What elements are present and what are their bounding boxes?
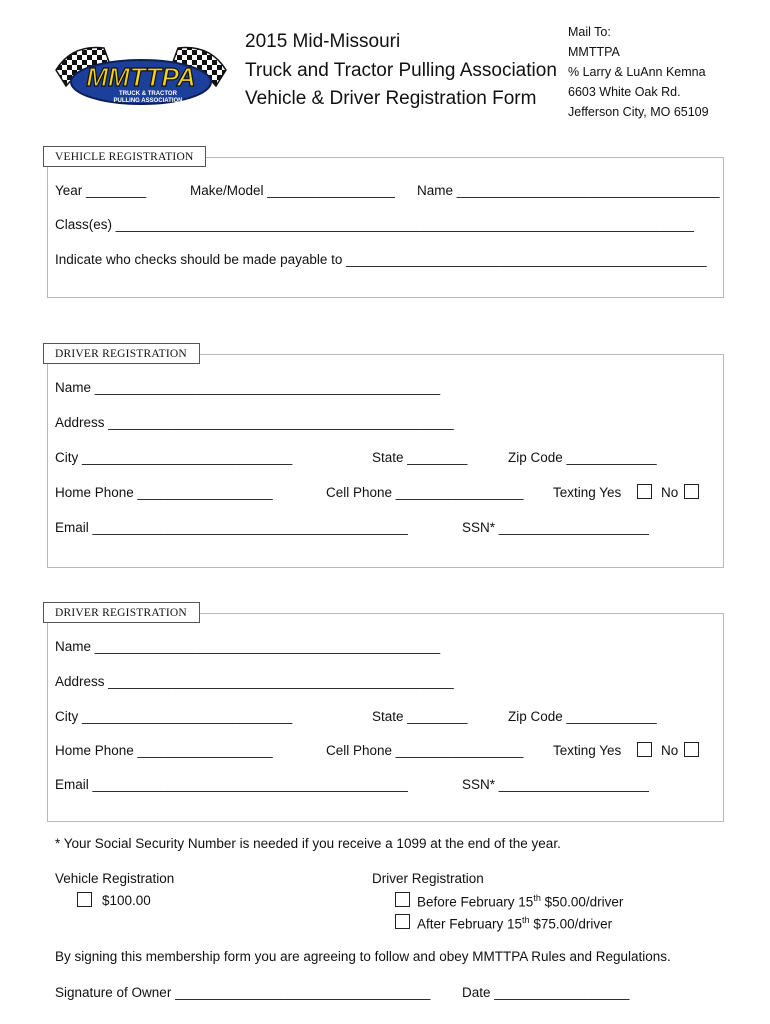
driver2-name-field[interactable]: Name ______________________________________________ [55,639,441,654]
before-feb-checkbox[interactable] [395,892,410,907]
driver1-texting-yes-label: Texting Yes [553,485,622,500]
driver-registration-fee-label: Driver Registration [372,871,484,886]
driver1-zip-field[interactable]: Zip Code ____________ [508,450,657,465]
vehicle-registration-fee-label: Vehicle Registration [55,871,175,886]
driver2-texting-no-checkbox[interactable] [684,742,699,757]
vehicle-fee-checkbox[interactable] [77,892,92,907]
vehicle-classes-field[interactable]: Class(es) _____________________________________________________________________________ [55,217,694,232]
driver1-state-field[interactable]: State ________ [372,450,468,465]
mail-to-block [568,22,709,122]
mmttpa-logo [52,40,230,112]
after-feb-fee: After February 15th $75.00/driver [417,915,613,932]
driver-registration-tab-1: DRIVER REGISTRATION [43,343,200,364]
mail-to-line-2: % Larry & LuAnn Kemna [568,65,706,79]
driver2-city-field[interactable]: City ____________________________ [55,709,293,724]
driver2-zip-field[interactable]: Zip Code ____________ [508,709,657,724]
driver1-cell-phone-field[interactable]: Cell Phone _________________ [326,485,524,500]
logo-subtext-1: TRUCK & TRACTOR [119,91,177,97]
vehicle-fee-amount: $100.00 [102,893,151,908]
driver1-email-field[interactable]: Email __________________________________________ [55,520,408,535]
driver1-home-phone-field[interactable]: Home Phone __________________ [55,485,273,500]
driver1-address-field[interactable]: Address ______________________________________________ [55,415,454,430]
title-line-2: Truck and Tractor Pulling Association [245,60,557,81]
driver1-texting-no-checkbox[interactable] [684,484,699,499]
driver2-home-phone-field[interactable]: Home Phone __________________ [55,743,273,758]
before-feb-fee: Before February 15th $50.00/driver [417,893,624,910]
driver1-texting-no-label: No [661,485,679,500]
driver1-texting-yes-checkbox[interactable] [637,484,652,499]
mail-to-label: Mail To: [568,25,611,39]
title-line-3: Vehicle & Driver Registration Form [245,88,537,109]
driver2-texting-yes-label: Texting Yes [553,743,622,758]
mail-to-line-1: MMTTPA [568,45,620,59]
driver2-texting-no-label: No [661,743,679,758]
driver1-city-field[interactable]: City ____________________________ [55,450,293,465]
driver-registration-tab-2: DRIVER REGISTRATION [43,602,200,623]
driver2-cell-phone-field[interactable]: Cell Phone _________________ [326,743,524,758]
logo-subtext-2: PULLING ASSOCIATION [113,98,183,104]
driver2-ssn-field[interactable]: SSN* ____________________ [462,777,649,792]
mail-to-line-4: Jefferson City, MO 65109 [568,105,709,119]
title-line-1: 2015 Mid-Missouri [245,31,401,52]
driver2-texting-yes-checkbox[interactable] [637,742,652,757]
driver2-state-field[interactable]: State ________ [372,709,468,724]
driver1-name-field[interactable]: Name ______________________________________________ [55,380,441,395]
owner-signature-field[interactable]: Signature of Owner __________________________________ [55,985,431,1000]
driver2-address-field[interactable]: Address ______________________________________________ [55,674,454,689]
logo-wordmark: MMTTPA [86,62,196,92]
driver1-ssn-field[interactable]: SSN* ____________________ [462,520,649,535]
vehicle-make-model-field[interactable]: Make/Model _________________ [190,183,395,198]
after-feb-checkbox[interactable] [395,914,410,929]
vehicle-registration-tab: VEHICLE REGISTRATION [43,146,206,167]
vehicle-name-field[interactable]: Name ___________________________________ [417,183,720,198]
agreement-text: By signing this membership form you are agreeing to follow and obey MMTTPA Rules and Regulations. [55,949,671,964]
checks-payable-field[interactable]: Indicate who checks should be made payable to ________________________________________________ [55,252,707,267]
ssn-note: * Your Social Security Number is needed if you receive a 1099 at the end of the year. [55,836,561,851]
vehicle-year-field[interactable]: Year ________ [55,183,147,198]
mail-to-line-3: 6603 White Oak Rd. [568,85,681,99]
signature-date-field[interactable]: Date __________________ [462,985,630,1000]
driver2-email-field[interactable]: Email __________________________________________ [55,777,408,792]
